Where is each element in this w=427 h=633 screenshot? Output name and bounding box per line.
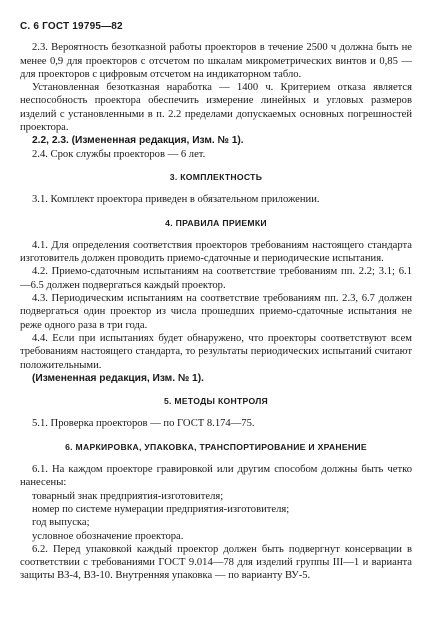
list-item: год выпуска;: [32, 517, 90, 529]
list-item: номер по системе нумерации предприятия-изготовителя;: [32, 503, 290, 515]
paragraph-6-2: 6.2. Перед упаковкой каждый проектор должен быть подвергнут консервации в соответствии с требованиями ГОСТ 9.014—78 для изделий группы III—1 и варианта защиты ВЗ-4, ВЗ-10. Внутренняя упаковка — по варианту ВУ-5.: [20, 543, 412, 582]
section-4-title: 4. ПРАВИЛА ПРИЕМКИ: [165, 217, 267, 228]
paragraph-6-1: 6.1. На каждом проекторе гравировкой или другим способом должны быть четко нанесены:: [20, 464, 412, 489]
paragraph-4-4: 4.4. Если при испытаниях будет обнаружено, что проекторы соответствуют всем требованиям настоящего стандарта, то результаты периодических испытаний считают положительными.: [20, 332, 412, 371]
amendment-note: 2.2, 2.3. (Измененная редакция, Изм. № 1).: [32, 135, 244, 147]
list-item: условное обозначение проектора.: [32, 530, 184, 542]
paragraph-2-3: 2.3. Вероятность безотказной работы проекторов в течение 2500 ч должна быть не менее 0,9 для проекторов с отсчетом по шкалам микрометрических винтов и 0,85 — для проекторов с цифровым отсчетом на индикаторном табло.: [20, 42, 412, 80]
section-5-title: 5. МЕТОДЫ КОНТРОЛЯ: [163, 396, 269, 407]
paragraph-5-1: 5.1. Проверка проекторов — по ГОСТ 8.174—75.: [32, 418, 255, 430]
paragraph-4-1: 4.1. Для определения соответствия проекторов требованиям настоящего стандарта изготовитель должен проводить приемо-сдаточные и периодические испытания.: [20, 239, 412, 265]
page-header: С. 6 ГОСТ 19795—82: [20, 21, 123, 32]
section-6-title: 6. МАРКИРОВКА, УПАКОВКА, ТРАНСПОРТИРОВАНИЕ И ХРАНЕНИЕ: [65, 441, 367, 452]
list-item: товарный знак предприятия-изготовителя;: [32, 490, 224, 502]
paragraph-4-3: 4.3. Периодическим испытаниям на соответствие требованиям пп. 2.3, 6.7 должен подвергаться один проектор из числа прошедших приемо-сдаточные испытания не реже одного раза в три года.: [20, 293, 412, 331]
section-4-amendment: (Измененная редакция, Изм. № 1).: [32, 372, 204, 384]
document-page: [20, 20, 412, 583]
section-3-title: 3. КОМПЛЕКТНОСТЬ: [169, 171, 263, 182]
paragraph-4-2: 4.2. Приемо-сдаточным испытаниям на соответствие требованиям пп. 2.2; 3.1; 6.1—6.5 должен подвергаться каждый проектор.: [20, 266, 412, 291]
paragraph-failure-criterion: Установленная безотказная наработка — 1400 ч. Критерием отказа является неспособность проектора обеспечить измерение линейных и угловых размеров изделий с установленными в п. 2.2 пределами допускаемых основных погрешностей проектора.: [20, 82, 412, 134]
paragraph-3-1: 3.1. Комплект проектора приведен в обязательном приложении.: [32, 194, 320, 206]
paragraph-2-4: 2.4. Срок службы проекторов — 6 лет.: [32, 148, 206, 160]
